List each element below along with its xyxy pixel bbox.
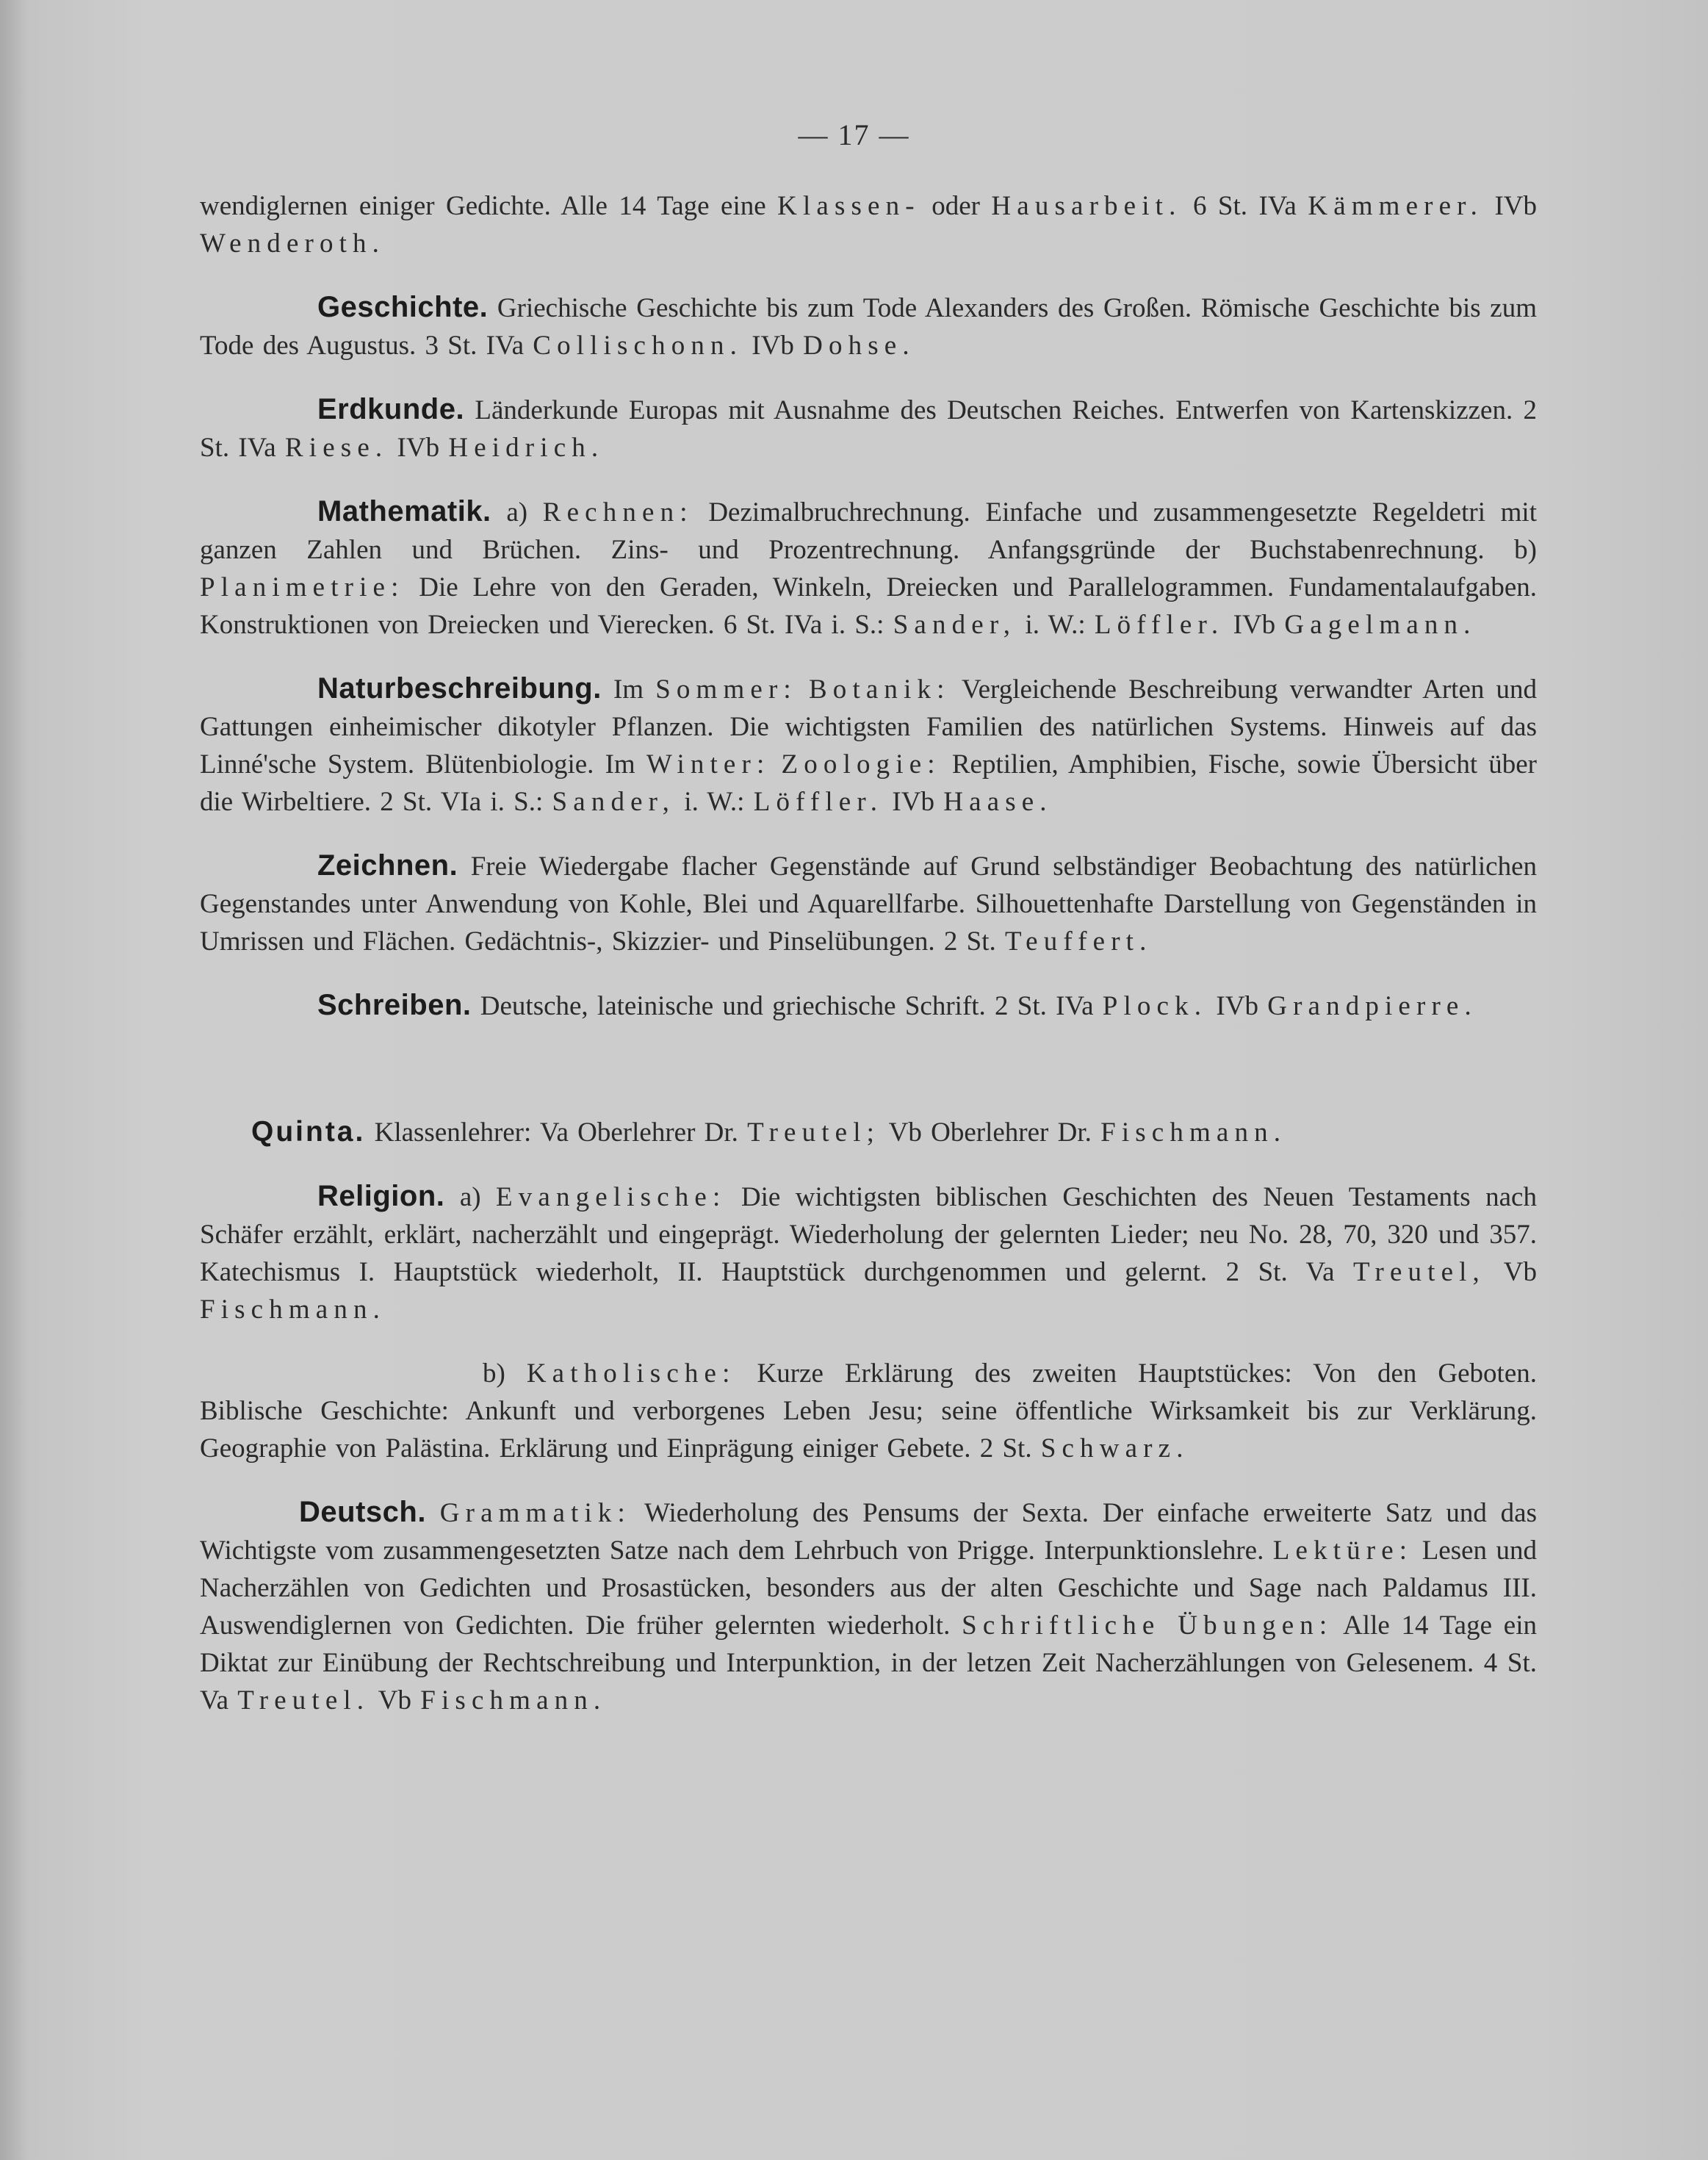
- paragraph-religion-katholisch: b) Katholische: Kurze Erklärung des zweiten Hauptstückes: Von den Geboten. Biblische Geschichte: Ankunft und verborgenes Leben Jesu; seine öffentliche Wirksamkeit bis zur Verklärung. Geographie von Palästina. Erklärung und Einprägung einiger Gebete. 2 St. Schwarz.: [200, 1358, 1537, 1464]
- paragraph-geschichte: Geschichte. Griechische Geschichte bis zum Tode Alexanders des Großen. Römische Geschichte bis zum Tode des Augustus. 3 St. IVa Collischonn. IVb Dohse.: [200, 291, 1537, 361]
- subject-heading: Geschichte.: [317, 291, 489, 323]
- page-body: [200, 187, 1537, 1719]
- paragraph-zeichnen: Zeichnen. Freie Wiedergabe flacher Gegenstände auf Grund selbständiger Beobachtung des natürlichen Gegenstandes unter Anwendung von Kohle, Blei und Aquarellfarbe. Silhouettenhafte Darstellung von Gegenständen in Umrissen und Flächen. Gedächtnis-, Skizzier- und Pinselübungen. 2 St. Teuffert.: [200, 849, 1537, 957]
- paragraph-quinta: Quinta. Klassenlehrer: Va Oberlehrer Dr. Treutel; Vb Oberlehrer Dr. Fischmann.: [251, 1116, 1281, 1148]
- paragraph-naturbeschreibung: Naturbeschreibung. Im Sommer: Botanik: Vergleichende Beschreibung verwandter Arten und Gattungen einheimischer dikotyler Pflanzen. Die wichtigsten Familien des natürlichen Systems. Hinweis auf das Linné'sche System. Blütenbiologie. Im Winter: Zoologie: Reptilien, Amphibien, Fische, sowie Übersicht über die Wirbeltiere. 2 St. VIa i. S.: Sander, i. W.: Löffler. IVb Haase.: [200, 672, 1538, 817]
- paragraph-religion: Religion. a) Evangelische: Die wichtigsten biblischen Geschichten des Neuen Testaments nach Schäfer erzählt, erklärt, nacherzählt und eingeprägt. Wiederholung der gelernten Lieder; neu No. 28, 70, 320 und 357. Katechismus I. Hauptstück wiederholt, II. Hauptstück durchgenommen und gelernt. 2 St. Va Treutel, Vb Fischmann.: [200, 1180, 1537, 1325]
- subject-heading: Zeichnen.: [317, 849, 458, 882]
- subject-heading: Erdkunde.: [317, 393, 465, 425]
- paragraph-schreiben: Schreiben. Deutsche, lateinische und griechische Schrift. 2 St. IVa Plock. IVb Grandpierre.: [317, 989, 1471, 1021]
- paragraph-deutsch: Deutsch. Grammatik: Wiederholung des Pensums der Sexta. Der einfache erweiterte Satz und das Wichtigste vom zusammengesetzten Satze nach dem Lehrbuch von Prigge. Interpunktionslehre. Lektüre: Lesen und Nacherzählen von Gedichten und Prosastücken, besonders aus der alten Geschichte und Sage nach Paldamus III. Auswendiglernen von Gedichten. Die früher gelernten wiederholt. Schriftliche Übungen: Alle 14 Tage ein Diktat zur Einübung der Rechtschreibung und Interpunktion, in der letzen Zeit Nacherzählungen von Gelesenem. 4 St. Va Treutel. Vb Fischmann.: [200, 1496, 1538, 1716]
- subject-heading: Religion.: [317, 1180, 445, 1212]
- subject-heading: Schreiben.: [317, 989, 472, 1021]
- paragraph-erdkunde: Erdkunde. Länderkunde Europas mit Ausnahme des Deutschen Reiches. Entwerfen von Kartenskizzen. 2 St. IVa Riese. IVb Heidrich.: [200, 393, 1537, 463]
- subject-heading: Naturbeschreibung.: [317, 672, 602, 705]
- paragraph-deutsch-continuation: wendiglernen einiger Gedichte. Alle 14 Tage eine Klassen- oder Hausarbeit. 6 St. IVa Kämmerer. IVb Wenderoth.: [200, 191, 1538, 259]
- subject-heading: Mathematik.: [317, 495, 491, 528]
- paragraph-mathematik: Mathematik. a) Rechnen: Dezimalbruchrechnung. Einfache und zusammengesetzte Regeldetri mit ganzen Zahlen und Brüchen. Zins- und Prozentrechnung. Anfangsgründe der Buchstabenrechnung. b) Planimetrie: Die Lehre von den Geraden, Winkeln, Dreiecken und Parallelogrammen. Fundamentalaufgaben. Konstruktionen von Dreiecken und Vierecken. 6 St. IVa i. S.: Sander, i. W.: Löffler. IVb Gagelmann.: [200, 495, 1537, 640]
- page-number: — 17 —: [798, 118, 910, 151]
- class-heading: Quinta.: [251, 1116, 366, 1148]
- subject-heading: Deutsch.: [299, 1496, 426, 1528]
